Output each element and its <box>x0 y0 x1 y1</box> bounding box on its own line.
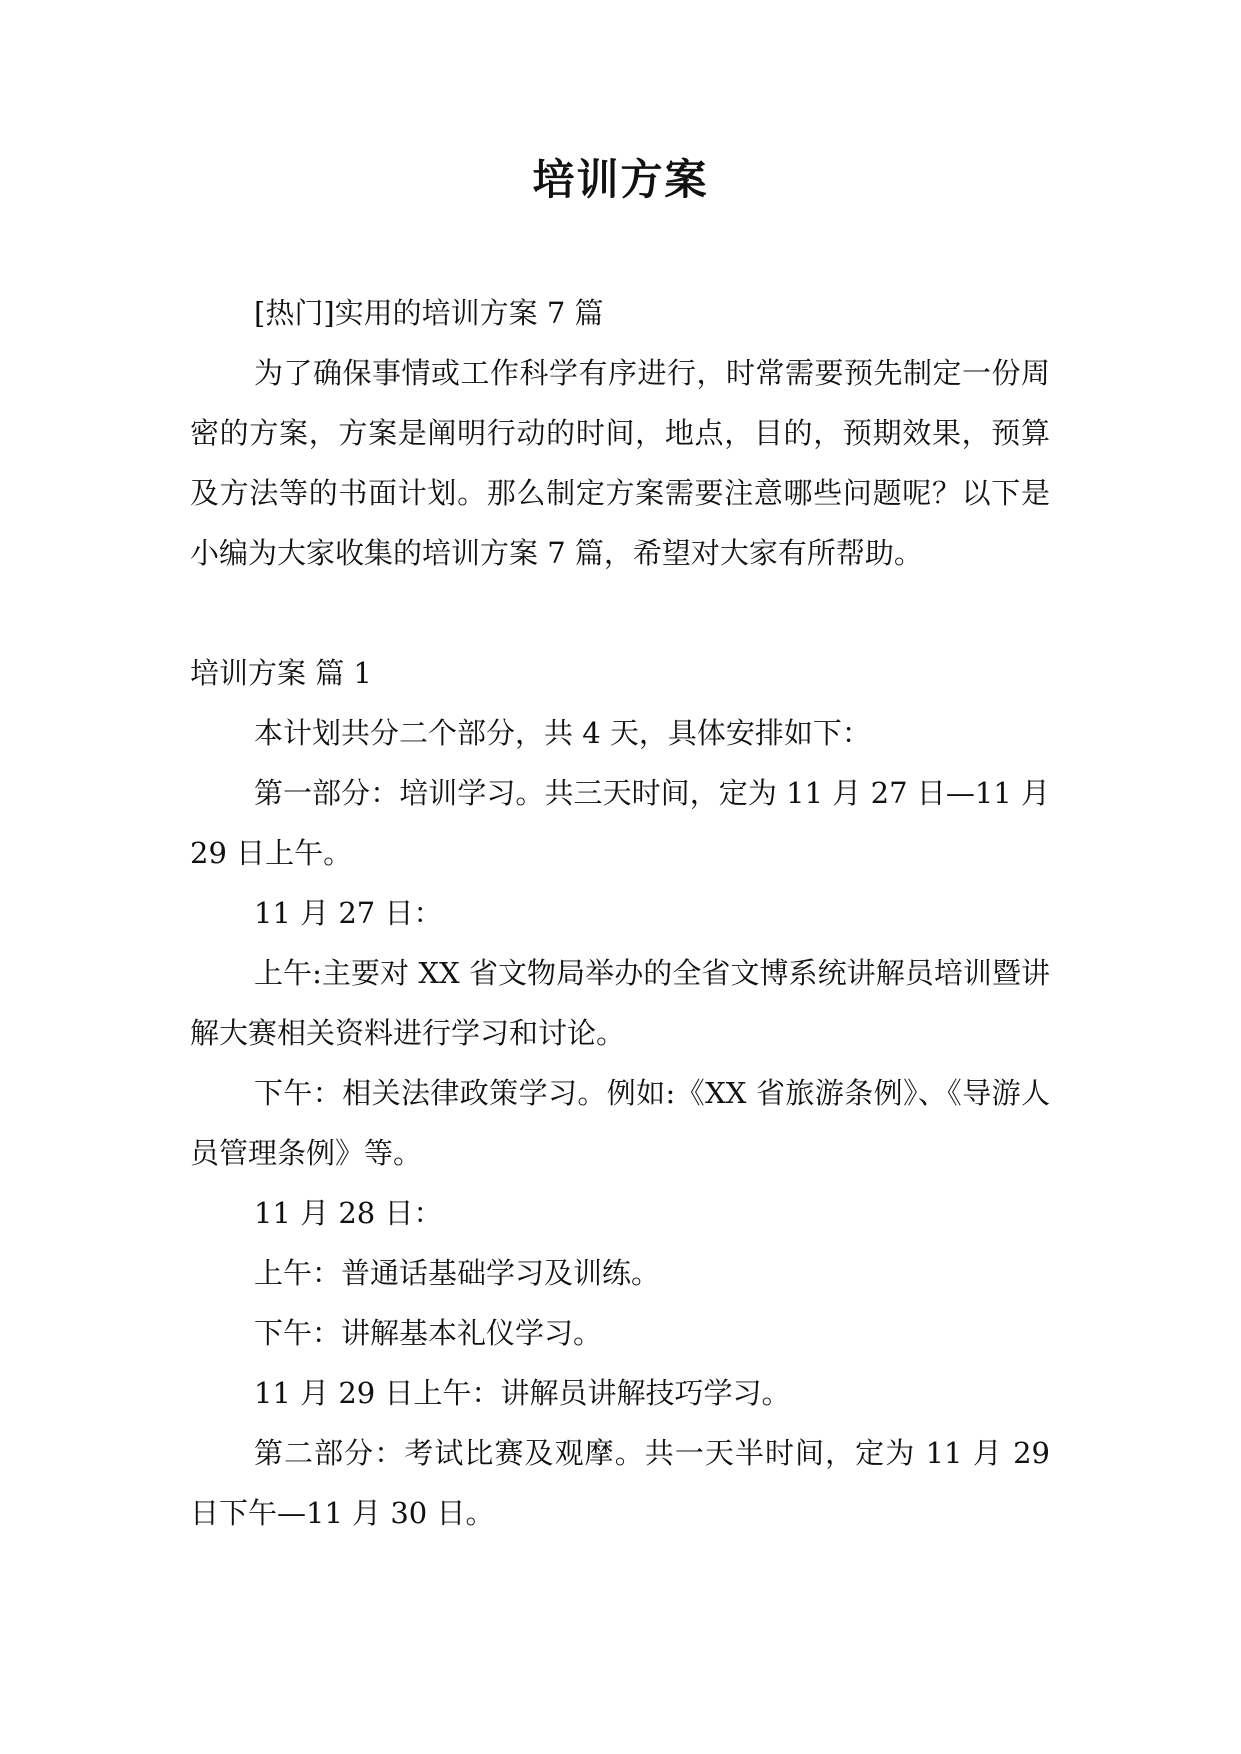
schedule-item: 11 月 29 日上午：讲解员讲解技巧学习。 <box>254 1376 791 1410</box>
schedule-item: 上午：普通话基础学习及训练。 <box>254 1256 661 1290</box>
schedule-item: 下午：相关法律政策学习。例如:《XX 省旅游条例》、《导游人员管理条例》等。 <box>190 1076 1050 1170</box>
document-body <box>190 283 1050 1543</box>
intro-paragraph: 为了确保事情或工作科学有序进行，时常需要预先制定一份周密的方案，方案是阐明行动的时间，地点，目的，预期效果，预算及方法等的书面计划。那么制定方案需要注意哪些问题呢？以下是小编为大家收集的培训方案 7 篇，希望对大家有所帮助。 <box>190 356 1050 570</box>
section-heading: 培训方案 篇 1 <box>190 656 372 690</box>
part-two-paragraph: 第二部分：考试比赛及观摩。共一天半时间，定为 11 月 29 日下午—11 月 30 日。 <box>190 1436 1050 1530</box>
document-subtitle: [热门]实用的培训方案 7 篇 <box>254 296 604 330</box>
document-title: 培训方案 <box>532 155 709 204</box>
plan-overview: 本计划共分二个部分，共 4 天，具体安排如下： <box>254 716 871 750</box>
schedule-item: 上午:主要对 XX 省文物局举办的全省文博系统讲解员培训暨讲解大赛相关资料进行学习和讨论。 <box>190 956 1050 1050</box>
date-heading: 11 月 27 日： <box>254 896 443 930</box>
date-heading: 11 月 28 日： <box>254 1196 443 1230</box>
part-one-paragraph: 第一部分：培训学习。共三天时间，定为 11 月 27 日—11 月 29 日上午。 <box>190 776 1050 870</box>
schedule-item: 下午：讲解基本礼仪学习。 <box>254 1316 603 1350</box>
paragraph-spacer <box>190 583 1050 643</box>
